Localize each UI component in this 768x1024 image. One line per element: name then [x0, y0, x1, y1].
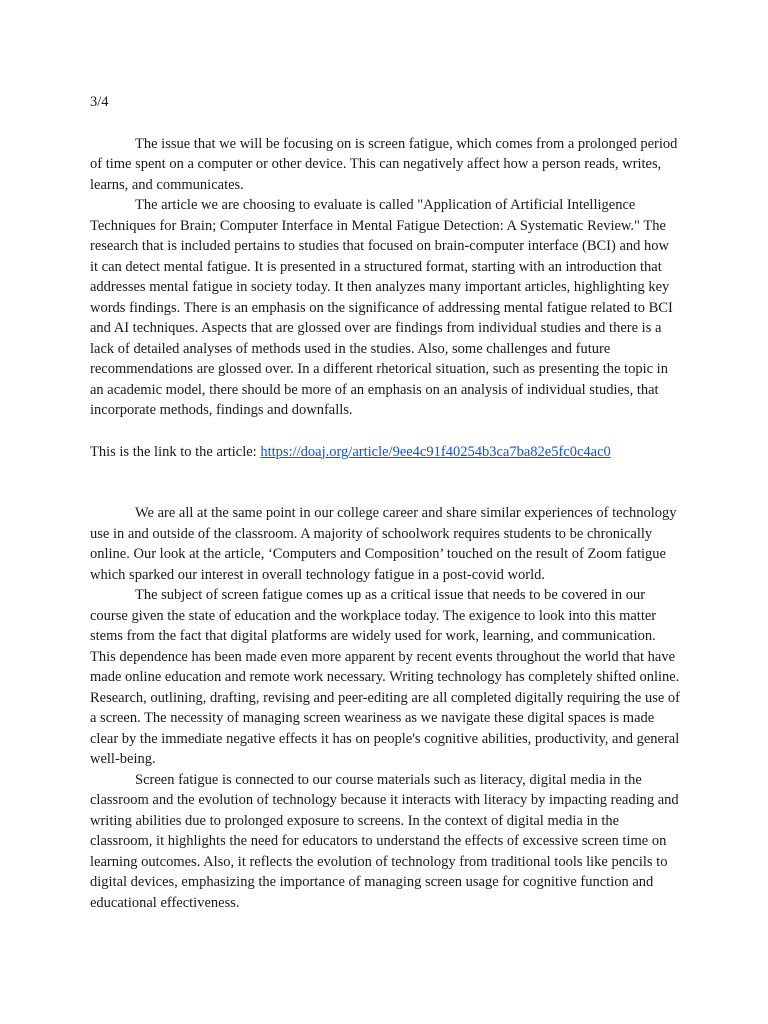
section-context	[90, 503, 680, 913]
paragraph-course-connection: Screen fatigue is connected to our course materials such as literacy, digital media in the classroom and the evolution of technology because it interacts with literacy by impacting reading and writing abilities due to prolonged exposure to screens. In the context of digital media in the classroom, it highlights the need for educators to understand the effects of excessive screen time on learning outcomes. Also, it reflects the evolution of technology from traditional tools like pencils to digital devices, emphasizing the importance of managing screen usage for cognitive function and educational effectiveness.	[90, 771, 679, 911]
paragraph-shared-experience: We are all at the same point in our college career and share similar experiences of technology use in and outside of the classroom. A majority of schoolwork requires students to be chronically online. Our look at the article, ‘Computers and Composition’ touched on the result of Zoom fatigue which sparked our interest in overall technology fatigue in a post-covid world.	[90, 505, 677, 583]
paragraph-issue: The issue that we will be focusing on is screen fatigue, which comes from a prolonged period of time spent on a computer or other device. This can negatively affect how a person reads, writes, learns, and communicates.	[90, 135, 678, 193]
link-intro-text: This is the link to the article:	[90, 443, 261, 460]
paragraph-article-evaluation: The article we are choosing to evaluate is called "Application of Artificial Intelligence Techniques for Brain; Computer Interface in Mental Fatigue Detection: A Systematic Review." The research that is included pertains to studies that focused on brain-computer interface (BCI) and how it can detect mental fatigue. It is presented in a structured format, starting with an introduction that addresses mental fatigue in society today. It then analyzes many important articles, highlighting key words findings. There is an emphasis on the significance of addressing mental fatigue related to BCI and AI techniques. Aspects that are glossed over are findings from individual studies and there is a lack of detailed analyses of methods used in the studies. Also, some challenges and future recommendations are glossed over. In a different rhetorical situation, such as presenting the topic in an academic model, there should be more of an emphasis on an analysis of individual studies, that incorporate methods, findings and downfalls.	[90, 197, 673, 418]
section-issue-and-article	[90, 134, 680, 421]
article-link-line	[90, 442, 680, 463]
page-number: 3/4	[90, 94, 109, 110]
paragraph-critical-issue: The subject of screen fatigue comes up as a critical issue that needs to be covered in our course given the state of education and the workplace today. The exigence to look into this matter stems from the fact that digital platforms are widely used for work, learning, and communication. This dependence has been made even more apparent by recent events throughout the world that have made online education and remote work necessary. Writing technology has completely shifted online. Research, outlining, drafting, revising and peer-editing are all completed digitally requiring the use of a screen. The necessity of managing screen weariness as we navigate these digital spaces is made clear by the immediate negative effects it has on people's cognitive abilities, productivity, and general well-being.	[90, 587, 680, 767]
article-link[interactable]: https://doaj.org/article/9ee4c91f40254b3ca7ba82e5fc0c4ac0	[260, 443, 611, 460]
document-page	[90, 92, 680, 913]
